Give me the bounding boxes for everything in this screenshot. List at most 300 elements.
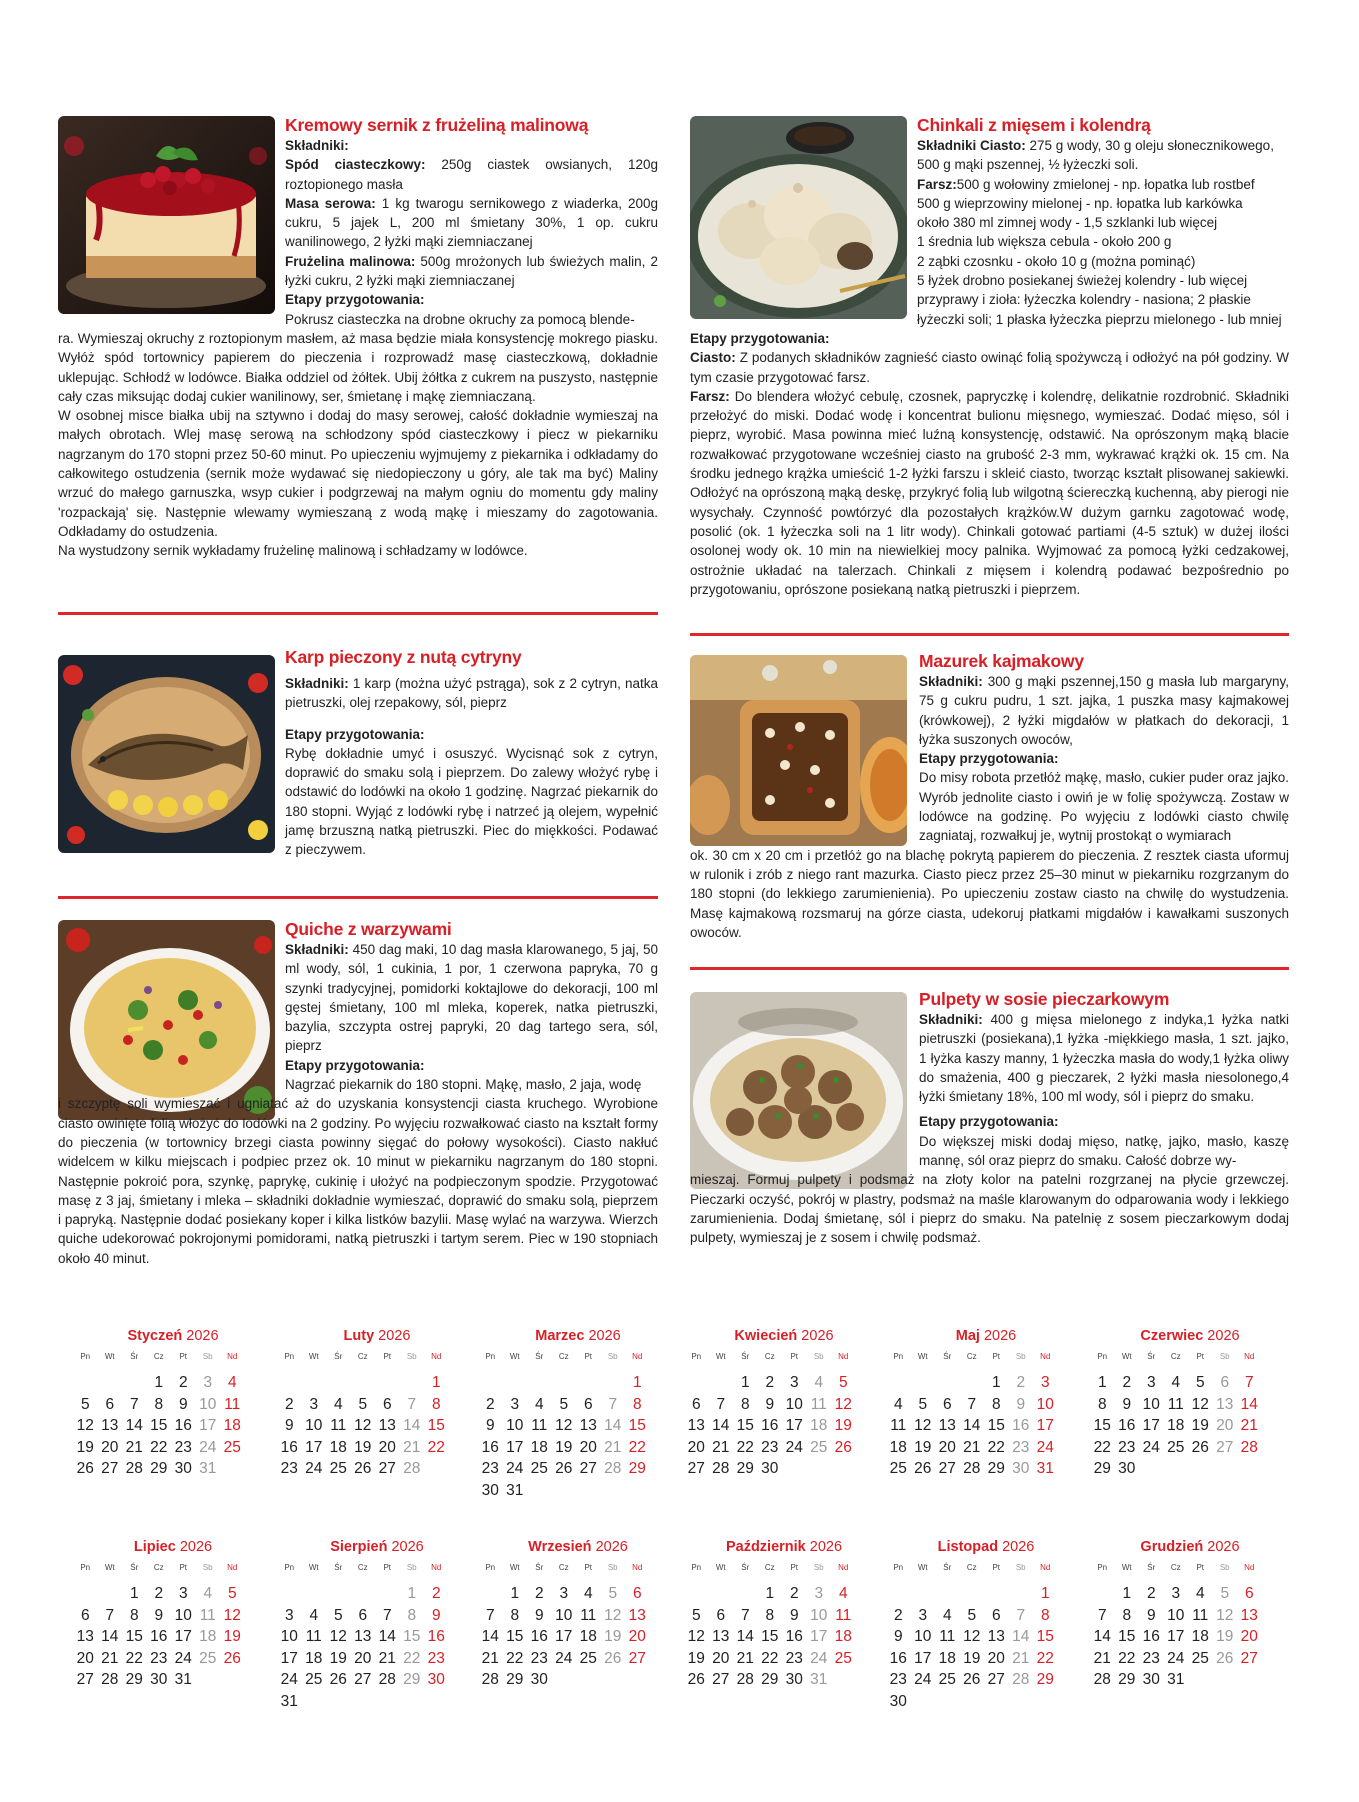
month-title: Październik 2026 [725,1539,843,1555]
calendar-day: 9 [284,1417,294,1435]
calendar-day: 1 [510,1585,520,1602]
calendar-day: 27 [687,1460,705,1478]
weekday-header [478,1563,678,1577]
calendar-day: 25 [889,1460,907,1478]
weekday-header [684,1352,884,1366]
weekday-label: Śr [334,1563,343,1572]
calendar-day: 6 [632,1585,642,1602]
calendar-day: 2 [893,1606,903,1624]
weekday-label: Pt [383,1563,392,1572]
calendar-day: 12 [223,1606,241,1624]
calendar-day: 4 [893,1395,903,1413]
calendar-day: 3 [559,1585,569,1602]
calendar-month [1090,1326,1290,1480]
calendar-day: 8 [129,1606,139,1624]
calendar-day: 7 [382,1606,392,1624]
calendar-day: 24 [174,1649,192,1667]
empty-day [960,1583,985,1605]
calendar-day: 26 [223,1649,241,1667]
calendar-day: 8 [1097,1395,1107,1413]
calendar-day: 29 [1118,1671,1136,1689]
calendar-day: 7 [967,1395,977,1413]
weekday-label: Sb [406,1352,417,1361]
calendar-day: 11 [330,1417,347,1435]
weekday-label: Śr [1147,1563,1156,1572]
calendar-day: 16 [761,1417,779,1435]
calendar-day: 15 [403,1628,421,1646]
calendar-day: 8 [1122,1606,1132,1624]
empty-day [684,1372,709,1394]
calendar-month [478,1537,678,1691]
ingredients-text: Frużelina malinowa: 500g mrożonych lub świeżych malin, 2 łyżki cukru, 2 łyżki mąki ziemniaczanej [285,253,658,289]
empty-day [601,1372,626,1394]
calendar-day: 15 [761,1628,779,1646]
empty-day [935,1583,960,1605]
empty-day [527,1372,552,1394]
calendar-day: 15 [1118,1628,1136,1646]
month-title: Grudzień 2026 [1140,1539,1240,1555]
calendar-day: 13 [1240,1606,1258,1624]
steps-text: Rybę dokładnie umyć i osuszyć. Wycisnąć sok z cytryn, doprawić do smaku solą i pieprzem. Do zalewy włożyć rybę i odstawić do lodówki na około 1 godzinę. Nagrzać piekarnik do 180 stopni. Wyjąć z lodówki rybę i natrzeć ją olejem, wypełnić jamę brzuszną natką pietruszki. Piec do miękkości. Podawać z pieczywem. [285,745,658,858]
calendar-day: 14 [736,1628,754,1646]
calendar-day: 8 [407,1606,417,1624]
weekday-label: Cz [764,1352,775,1361]
calendar-day: 4 [333,1395,343,1413]
calendar-day: 13 [712,1628,730,1646]
calendar-day: 12 [555,1417,573,1435]
calendar-day: 5 [967,1606,977,1624]
calendar-day: 10 [785,1395,803,1413]
calendar-day: 6 [105,1395,115,1413]
calendar-day: 9 [1146,1606,1156,1624]
steps-label: Etapy przygotowania: [285,292,425,308]
calendar-day: 30 [427,1671,445,1689]
calendar-day: 14 [1240,1395,1258,1413]
calendar-day: 23 [427,1649,445,1667]
calendar-day: 17 [506,1438,524,1456]
calendar-day: 26 [76,1460,94,1478]
empty-day [684,1583,709,1605]
calendar-day: 19 [914,1438,932,1456]
weekday-label: Wt [1121,1352,1132,1361]
calendar-day: 26 [687,1671,705,1689]
calendar-day: 27 [938,1460,956,1478]
calendar-day: 11 [531,1417,548,1435]
weekday-label: Pn [1097,1352,1108,1361]
empty-day [503,1372,528,1394]
calendar-day: 15 [150,1417,168,1435]
calendar-day: 27 [1240,1649,1258,1667]
calendar-day: 11 [835,1606,852,1624]
weekday-label: Nd [227,1352,238,1361]
calendar-day: 24 [199,1438,217,1456]
calendar-day: 22 [506,1649,524,1667]
days-grid [277,1372,477,1480]
calendar-day: 18 [530,1438,548,1456]
calendar-day: 3 [284,1606,294,1624]
calendar-day: 29 [150,1460,168,1478]
weekday-label: Cz [1170,1352,1181,1361]
steps-text: Nagrzać piekarnik do 180 stopni. Mąkę, masło, 2 jaja, wodę [285,1077,642,1093]
empty-day [984,1583,1009,1605]
calendar-day: 10 [174,1606,192,1624]
weekday-header [277,1352,477,1366]
steps-label: Etapy przygotowania: [285,1057,425,1073]
calendar-day: 5 [227,1585,237,1602]
empty-day [886,1372,911,1394]
calendar-day: 19 [687,1649,705,1667]
weekday-label: Cz [966,1563,977,1572]
calendar-day: 26 [354,1460,372,1478]
empty-day [478,1583,503,1605]
calendar-day: 8 [765,1606,775,1624]
calendar-day: 31 [280,1692,298,1710]
weekday-label: Pt [992,1563,1001,1572]
calendar-day: 30 [889,1692,907,1710]
calendar-day: 23 [1142,1649,1160,1667]
calendar-day: 27 [628,1649,646,1667]
days-grid [73,1372,273,1480]
calendar-day: 6 [382,1395,392,1413]
calendar-day: 1 [765,1585,775,1602]
calendar-day: 12 [76,1417,94,1435]
month-title: Listopad 2026 [937,1539,1035,1555]
calendar-day: 22 [1093,1438,1111,1456]
days-grid [684,1583,884,1691]
calendar-day: 15 [427,1417,445,1435]
calendar-day: 27 [76,1671,94,1689]
calendar-day: 11 [580,1606,597,1624]
calendar-day: 13 [1216,1395,1234,1413]
calendar-day: 21 [378,1649,396,1667]
calendar-day: 13 [579,1417,597,1435]
calendar-day: 7 [716,1395,726,1413]
calendar-day: 8 [431,1395,441,1413]
calendar-day: 16 [280,1438,298,1456]
calendar-day: 21 [604,1438,622,1456]
calendar-day: 21 [1240,1417,1258,1435]
calendar-day: 9 [1122,1395,1132,1413]
calendar-day: 20 [76,1649,94,1667]
recipe-title: Chinkali z mięsem i kolendrą [917,115,1151,135]
calendar-day: 4 [814,1374,824,1391]
calendar-day: 26 [963,1671,981,1689]
calendar-day: 2 [178,1374,188,1391]
calendar-day: 5 [1220,1585,1230,1602]
calendar-day: 13 [378,1417,396,1435]
calendar-day: 20 [628,1628,646,1646]
steps-text: Na wystudzony sernik wykładamy frużelinę malinową i schładzamy w lodówce. [58,543,528,559]
empty-day [576,1372,601,1394]
calendar-day: 24 [785,1438,803,1456]
recipe-title: Kremowy sernik z frużeliną malinową [285,115,589,135]
empty-day [733,1583,758,1605]
month-title: Maj 2026 [955,1328,1017,1344]
weekday-label: Pn [485,1563,496,1572]
days-grid [886,1372,1086,1480]
calendar-day: 31 [506,1481,524,1499]
calendar-day: 29 [403,1671,421,1689]
calendar-day: 21 [963,1438,981,1456]
calendar-day: 20 [712,1649,730,1667]
weekday-header [1090,1563,1290,1577]
weekday-label: Sb [406,1563,417,1572]
calendar-day: 25 [1191,1649,1209,1667]
recipe-title: Karp pieczony z nutą cytryny [285,647,522,667]
weekday-label: Sb [1015,1563,1026,1572]
calendar-day: 7 [1016,1606,1026,1624]
weekday-label: Wt [715,1352,726,1361]
calendar-day: 11 [1167,1395,1184,1413]
calendar-day: 30 [530,1671,548,1689]
weekday-label: Pn [1097,1563,1108,1572]
calendar-month [886,1326,1086,1480]
empty-day [375,1372,400,1394]
weekday-header [886,1563,1086,1577]
calendar-day: 6 [942,1395,952,1413]
recipe-mazurek [690,650,1289,942]
recipe-carp [285,646,658,860]
calendar-day: 14 [125,1417,143,1435]
calendar-month [684,1537,884,1691]
calendar-day: 3 [178,1585,188,1602]
empty-day [911,1372,936,1394]
calendar-day: 28 [378,1671,396,1689]
steps-text: ok. 30 cm x 20 cm i przetłóż go na blachę pokrytą papierem do pieczenia. Z resztek ciasta uformuj w rulonik i zrób z niego rant mazurka. Ciasto piecz przez 25–30 minut w piekarniku rozgrzanym do 180 stopni (do lekkiego zarumienienia). Po upieczeniu zostaw ciasto na chwilę do wystudzenia. Masę kajmakową rozsmaruj na górze ciasta, udekoruj płatkami migdałów i kawałkami suszonych owoców. [690,847,1289,940]
calendar-day: 13 [76,1628,94,1646]
calendar-day: 20 [101,1438,119,1456]
days-grid [73,1583,273,1691]
ingredients-text: 5 łyżek drobno posiekanej świeżej kolendry - lub więcej [917,273,1248,289]
calendar-day: 25 [834,1649,852,1667]
recipe-title: Pulpety w sosie pieczarkowym [919,989,1170,1009]
weekday-header [478,1352,678,1366]
calendar-day: 30 [150,1671,168,1689]
calendar-day: 16 [889,1649,907,1667]
calendar-day: 8 [510,1606,520,1624]
calendar-day: 3 [1171,1585,1181,1602]
calendar-day: 17 [174,1628,192,1646]
calendar-day: 12 [354,1417,372,1435]
calendar-day: 22 [987,1438,1005,1456]
calendar-day: 10 [914,1628,932,1646]
calendar-day: 1 [991,1374,1001,1391]
calendar-day: 26 [555,1460,573,1478]
weekday-header [73,1563,273,1577]
calendar-month [886,1537,1086,1713]
weekday-label: Pt [992,1352,1001,1361]
calendar-day: 23 [761,1438,779,1456]
empty-day [886,1583,911,1605]
calendar-month [684,1326,884,1480]
calendar-day: 27 [712,1671,730,1689]
calendar-day: 23 [174,1438,192,1456]
empty-day [277,1372,302,1394]
calendar-day: 13 [687,1417,705,1435]
calendar-day: 3 [510,1395,520,1413]
calendar-day: 24 [914,1671,932,1689]
calendar-day: 18 [889,1438,907,1456]
calendar-day: 22 [736,1438,754,1456]
calendar-day: 21 [481,1649,499,1667]
calendar-day: 2 [1016,1374,1026,1391]
calendar-day: 27 [378,1460,396,1478]
calendar-day: 10 [280,1628,298,1646]
calendar-day: 29 [628,1460,646,1478]
calendar-day: 21 [1093,1649,1111,1667]
weekday-label: Nd [227,1563,238,1572]
steps-text: mieszaj. Formuj pulpety i podsmaż na złoty kolor na patelni rozgrzanej na płycie grzewczej. Pieczarki oczyść, pokrój w plastry, podsmaż na maśle klarowanym do odparowania wody i lekkiego zarumienienia. Dodaj śmietanę, sól i pieprz do smaku. Na patelnię z sosem pieczarkowym dodaj pulpety, wymieszaj je z sosem i chwilę podsmaż. [690,1172,1289,1246]
calendar-day: 9 [485,1417,495,1435]
calendar-day: 6 [991,1606,1001,1624]
weekday-label: Pn [485,1352,496,1361]
calendar-day: 17 [914,1649,932,1667]
calendar-day: 1 [154,1374,164,1391]
weekday-label: Śr [130,1563,139,1572]
calendar-day: 7 [407,1395,417,1413]
calendar-day: 21 [125,1438,143,1456]
calendar-day: 23 [785,1649,803,1667]
calendar-day: 5 [1195,1374,1205,1391]
calendar-day: 4 [227,1374,237,1391]
calendar-day: 20 [579,1438,597,1456]
calendar-day: 1 [407,1585,417,1602]
calendar-day: 22 [403,1649,421,1667]
month-title: Czerwiec 2026 [1140,1328,1240,1344]
calendar-month [478,1326,678,1502]
calendar-day: 19 [1216,1628,1234,1646]
calendar-day: 16 [174,1417,192,1435]
calendar-day: 8 [991,1395,1001,1413]
calendar-day: 19 [604,1628,622,1646]
empty-day [326,1583,351,1605]
calendar-day: 3 [789,1374,799,1391]
weekday-label: Cz [153,1352,164,1361]
calendar-day: 28 [604,1460,622,1478]
calendar-day: 9 [893,1628,903,1646]
calendar-day: 17 [280,1649,298,1667]
steps-text: Pokrusz ciasteczka na drobne okruchy za pomocą blende- [285,311,635,327]
calendar-day: 7 [1244,1374,1254,1391]
days-grid [1090,1583,1290,1691]
ingredients-text: 500 g wieprzowiny mielonej - np. łopatka lub karkówka [917,195,1243,211]
weekday-label: Wt [917,1563,928,1572]
calendar-day: 20 [687,1438,705,1456]
calendar-day: 17 [785,1417,803,1435]
days-grid [1090,1372,1290,1480]
calendar-day: 14 [481,1628,499,1646]
calendar-day: 18 [223,1417,241,1435]
calendar-month [1090,1537,1290,1691]
ingredients-text: 1 średnia lub większa cebula - około 200 g [917,234,1172,250]
calendar-day: 5 [918,1395,928,1413]
calendar-day: 29 [736,1460,754,1478]
weekday-label: Sb [607,1563,618,1572]
weekday-label: Wt [509,1563,520,1572]
calendar-day: 9 [765,1395,775,1413]
calendar-day: 19 [555,1438,573,1456]
calendar-day: 25 [305,1671,323,1689]
calendar-day: 1 [740,1374,750,1391]
calendar-day: 6 [691,1395,701,1413]
calendar-day: 18 [1167,1417,1185,1435]
calendar-day: 11 [1192,1606,1209,1624]
calendar-day: 25 [1167,1438,1185,1456]
weekday-label: Cz [357,1563,368,1572]
weekday-label: Sb [1219,1352,1230,1361]
calendar-day: 16 [481,1438,499,1456]
calendar-day: 14 [712,1417,730,1435]
calendar-day: 4 [309,1606,319,1624]
calendar-day: 27 [579,1460,597,1478]
weekday-label: Wt [104,1563,115,1572]
calendar-day: 7 [105,1606,115,1624]
weekday-label: Pt [179,1352,188,1361]
calendar-day: 26 [914,1460,932,1478]
calendar-day: 26 [329,1671,347,1689]
calendar-day: 21 [736,1649,754,1667]
calendar-day: 25 [530,1460,548,1478]
calendar-day: 24 [1036,1438,1054,1456]
calendar-day: 26 [1191,1438,1209,1456]
calendar-day: 24 [305,1460,323,1478]
calendar-month [73,1326,273,1480]
calendar-day: 14 [378,1628,396,1646]
weekday-label: Pn [80,1563,91,1572]
calendar-day: 11 [224,1395,241,1413]
weekday-label: Wt [104,1352,115,1361]
calendar-day: 19 [963,1649,981,1667]
calendar-day: 16 [1012,1417,1030,1435]
weekday-label: Pt [1196,1563,1205,1572]
calendar-day: 9 [154,1606,164,1624]
days-grid [277,1583,477,1713]
calendar-day: 6 [583,1395,593,1413]
weekday-label: Nd [1244,1563,1255,1572]
empty-day [709,1583,734,1605]
calendar-day: 7 [485,1606,495,1624]
calendar-day: 13 [354,1628,372,1646]
steps-label: Etapy przygotowania: [690,330,830,346]
empty-day [73,1583,98,1605]
calendar-day: 1 [1122,1585,1132,1602]
month-title: Luty 2026 [343,1328,411,1344]
calendar-day: 1 [1097,1374,1107,1391]
calendar-day: 5 [358,1395,368,1413]
calendar-day: 9 [534,1606,544,1624]
calendar-day: 6 [1244,1585,1254,1602]
calendar-day: 17 [1036,1417,1054,1435]
recipe-title: Quiche z warzywami [285,919,452,939]
weekday-label: Pn [691,1563,702,1572]
month-title: Lipiec 2026 [133,1539,213,1555]
calendar-day: 9 [1016,1395,1026,1413]
ingredients-text: 2 ząbki czosnku - około 10 g (można pominąć) [917,253,1196,269]
empty-day [709,1372,734,1394]
weekday-label: Śr [943,1563,952,1572]
calendar-day: 30 [174,1460,192,1478]
weekday-label: Śr [535,1563,544,1572]
calendar-day: 31 [174,1671,192,1689]
weekday-label: Wt [308,1352,319,1361]
calendar-day: 2 [284,1395,294,1413]
calendar-day: 13 [938,1417,956,1435]
calendar-day: 20 [1240,1628,1258,1646]
ingredients-text: Farsz:500 g wołowiny zmielonej - np. łopatka lub rostbef [917,176,1255,192]
steps-text: Farsz: Do blendera włożyć cebulę, czosnek, papryczkę i kolendrę, delikatnie rozdrobnić. Składniki przełożyć do miski. Dodać wodę i koncentrat bulionu mięsnego, wymieszać. Dodać mięso, sól i pieprz, wyrobić. Masa powinna mieć luźną konsystencję, odstawić. Na oprószonym mąką blacie rozwałkować przygotowane wcześniej ciasto na grubość 2-3 mm, wykrawać krążki ok. 15 cm. Na środku jednego krążka umieścić 1-2 łyżki farszu i skleić ciasto, tworząc kształt plisowanej sakiewki. Odłożyć na oprószoną mąką deskę, przykryć folią lub wilgotną ściereczką kuchenną, aby pierogi nie wysychały. Czynność powtórzyć dla pozostałych krążków.W dużym garnku zagotować wodę, posolić (ok. 1 łyżeczka soli na 1 litr wody). Chinkali gotować partiami (4-5 sztuk) w dużej ilości osolonej wody ok. 10 min na niewielkiej mocy palnika. Wyjmować za pomocą łyżki cedzakowej, ostrożnie układać na talerzach. Chinkali z mięsem i kolendrą podawać bezpośrednio po przygotowaniu, oprószone posiekaną natką pietruszki i pieprzem. [690,388,1289,597]
calendar-day: 30 [1142,1671,1160,1689]
empty-day [302,1583,327,1605]
